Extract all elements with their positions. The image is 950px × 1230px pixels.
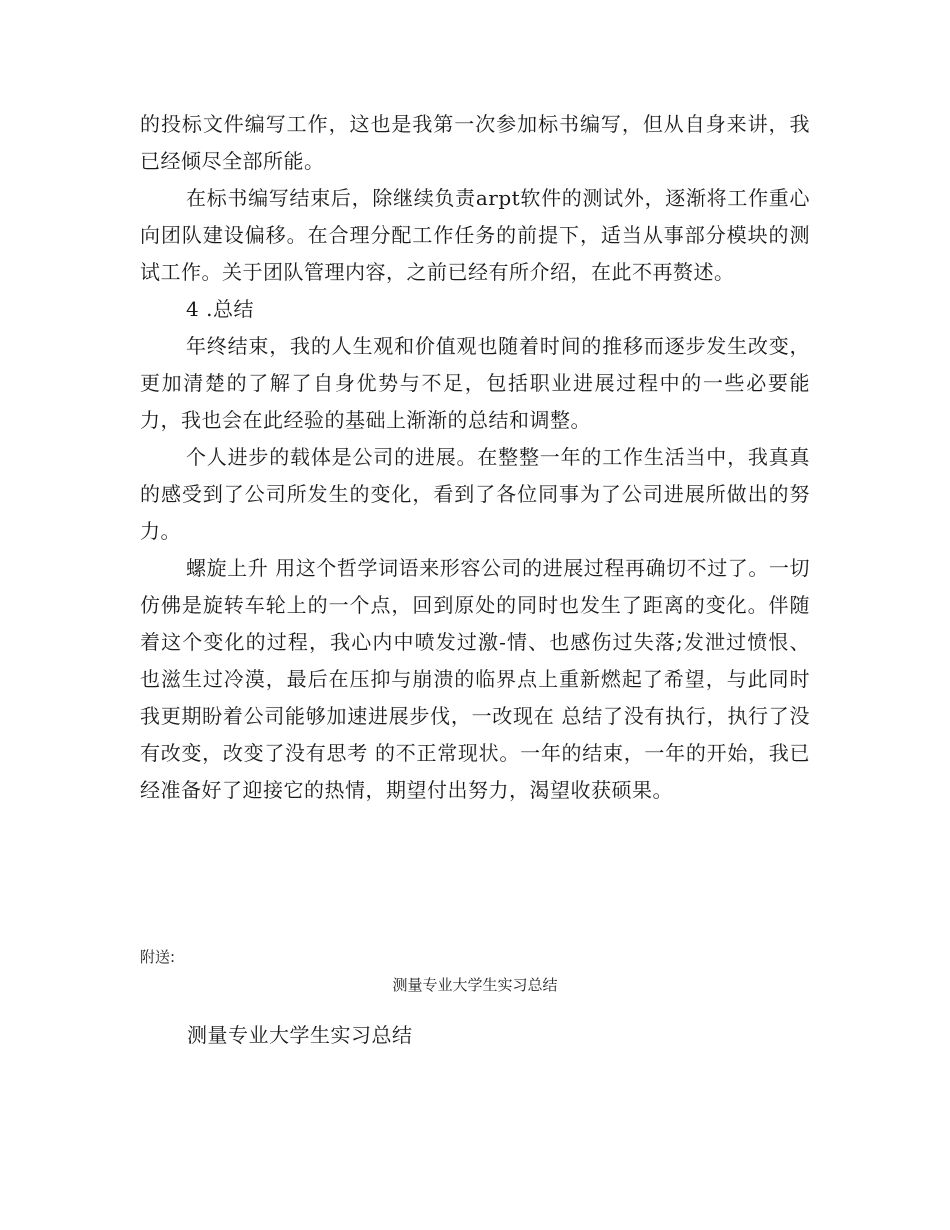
paragraph-company-progress: 个人进步的载体是公司的进展。在整整一年的工作生活当中，我真真的感受到了公司所发生的变化，看到了各位同事为了公司进展所做出的努力。 — [140, 445, 810, 543]
paragraph-team-building: 在标书编写结束后，除继续负责arpt软件的测试外，逐渐将工作重心向团队建设偏移。在合理分配工作任务的前提下，适当从事部分模块的测试工作。关于团队管理内容，之前已经有所介绍，在此不再赘述。 — [140, 186, 810, 284]
paragraph-continuation: 的投标文件编写工作，这也是我第一次参加标书编写，但从自身来讲，我已经倾尽全部所能。 — [140, 112, 810, 173]
paragraph-spiral-rise: 螺旋上升 用这个哲学词语来形容公司的进展过程再确切不过了。一切仿佛是旋转车轮上的一个点，回到原处的同时也发生了距离的变化。伴随着这个变化的过程，我心内中喷发过激-情、也感伤过失落;发泄过愤恨、也滋生过冷漠，最后在压抑与崩溃的临界点上重新燃起了希望，与此同时我更期盼着公司能够加速进展步伐，一改现在 总结了没有执行，执行了没有改变，改变了没有思考 的不正常现状。一年的结束，一年的开始，我已经准备好了迎接它的热情，期望付出努力，渴望收获硕果。 — [140, 556, 810, 802]
appendix-title: 测量专业大学生实习总结 — [187, 1023, 413, 1047]
section-heading-summary: 4 .总结 — [186, 297, 254, 321]
document-body — [140, 106, 810, 809]
appendix-label: 附送: — [140, 948, 176, 966]
appendix-heading: 测量专业大学生实习总结 — [392, 976, 558, 994]
paragraph-year-end: 年终结束，我的人生观和价值观也随着时间的推移而逐步发生改变，更加清楚的了解了自身优势与不足，包括职业进展过程中的一些必要能力，我也会在此经验的基础上渐渐的总结和调整。 — [140, 334, 810, 432]
